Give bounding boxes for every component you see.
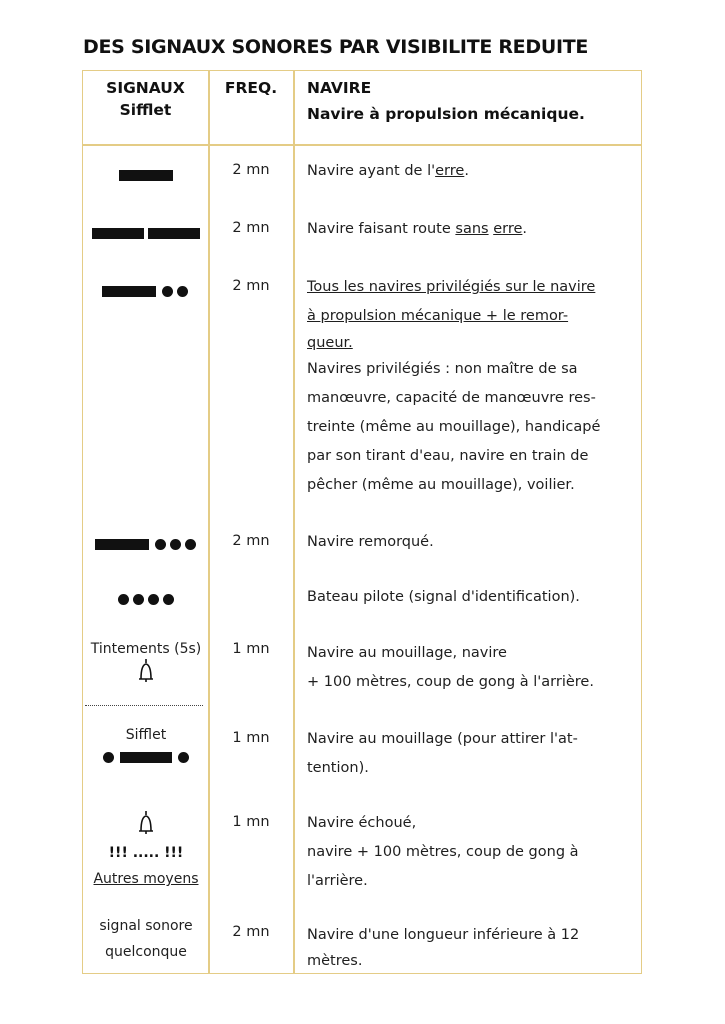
column-divider (293, 71, 295, 973)
signal-four-dots (83, 589, 209, 608)
dot (103, 752, 114, 763)
freq-cell: 2 mn (232, 278, 270, 294)
desc-line: + 100 mètres, coup de gong à l'arrière. (307, 674, 594, 690)
desc-line: treinte (même au mouillage), handicapé (307, 419, 601, 435)
desc-line: Navires privilégiés : non maître de sa (307, 361, 578, 377)
dot (177, 286, 188, 297)
dot (170, 539, 181, 550)
signal-label: Sifflet (125, 727, 167, 743)
dot (162, 286, 173, 297)
dot (133, 594, 144, 605)
bell-icon (136, 657, 156, 687)
long-dash (92, 228, 144, 239)
exclamation-signal: !!! ..... !!! (108, 845, 184, 861)
desc-text: Navire ayant de l' (307, 163, 436, 179)
bell-icon (136, 809, 156, 839)
signal-two-long-dashes (83, 223, 209, 242)
signal-label: Tintements (5s) (90, 641, 202, 657)
signals-table (82, 70, 642, 974)
desc-cell (307, 215, 637, 244)
desc-cell (307, 809, 637, 896)
desc-cell (307, 273, 637, 500)
signal-dash-three-dots (83, 534, 209, 553)
dotted-separator (85, 705, 203, 706)
autres-moyens-label: Autres moyens (93, 871, 199, 887)
desc-line: pêcher (même au mouillage), voilier. (307, 477, 575, 493)
signal-label: signal sonore (99, 918, 193, 934)
desc-underlined-line: queur. (307, 335, 353, 351)
signal-tintements (83, 641, 209, 687)
signal-dash-two-dots (83, 281, 209, 300)
desc-cell (307, 157, 637, 186)
desc-underlined: sans (455, 221, 489, 237)
long-dash (102, 286, 156, 297)
header-navire-label: NAVIRE (307, 79, 372, 97)
desc-underlined-line: à propulsion mécanique + le remor- (307, 308, 569, 324)
freq-cell: 2 mn (232, 924, 270, 940)
signal-sifflet (83, 727, 209, 766)
desc-text: . (522, 221, 527, 237)
header-sifflet-label: Sifflet (119, 101, 172, 119)
signal-label: quelconque (105, 944, 187, 960)
dot (148, 594, 159, 605)
desc-line: mètres. (307, 953, 363, 969)
freq-cell: 2 mn (232, 162, 270, 178)
desc-line: Navire d'une longueur inférieure à 12 (307, 927, 580, 943)
dot (163, 594, 174, 605)
desc-text: . (464, 163, 469, 179)
freq-cell: 2 mn (232, 533, 270, 549)
header-signaux-label: SIGNAUX (106, 79, 185, 97)
header-freq: FREQ. (224, 79, 278, 97)
dot (118, 594, 129, 605)
desc-line: par son tirant d'eau, navire en train de (307, 448, 589, 464)
desc-line: Navire échoué, (307, 815, 417, 831)
desc-cell (307, 921, 637, 972)
desc-line: navire + 100 mètres, coup de gong à (307, 844, 579, 860)
freq-cell: 2 mn (232, 220, 270, 236)
header-signaux (83, 77, 208, 121)
desc-line: tention). (307, 760, 369, 776)
desc-cell (307, 725, 637, 783)
signal-long-dash (83, 165, 209, 184)
signal-echoue (83, 809, 209, 887)
long-dash (120, 752, 172, 763)
desc-text: Navire faisant route (307, 221, 456, 237)
page-title: DES SIGNAUX SONORES PAR VISIBILITE REDUITE (83, 36, 589, 58)
dot (155, 539, 166, 550)
freq-cell: 1 mn (232, 641, 270, 657)
header-divider (83, 144, 641, 146)
desc-cell: Bateau pilote (signal d'identification). (307, 589, 580, 605)
desc-cell: Navire remorqué. (307, 534, 434, 550)
freq-cell: 1 mn (232, 730, 270, 746)
dot (185, 539, 196, 550)
long-dash (119, 170, 173, 181)
long-dash (148, 228, 200, 239)
desc-underlined-line: Tous les navires privilégiés sur le navire (307, 279, 596, 295)
signal-quelconque (83, 913, 209, 965)
desc-line: Navire au mouillage (pour attirer l'at- (307, 731, 578, 747)
dot (178, 752, 189, 763)
desc-cell (307, 639, 637, 697)
desc-underlined: erre (493, 221, 523, 237)
desc-line: Navire au mouillage, navire (307, 645, 507, 661)
desc-underlined: erre (435, 163, 465, 179)
desc-line: manœuvre, capacité de manœuvre res- (307, 390, 596, 406)
freq-cell: 1 mn (232, 814, 270, 830)
long-dash (95, 539, 149, 550)
header-navire-subtitle: Navire à propulsion mécanique. (307, 105, 585, 123)
header-navire (307, 77, 643, 125)
desc-line: l'arrière. (307, 873, 368, 889)
